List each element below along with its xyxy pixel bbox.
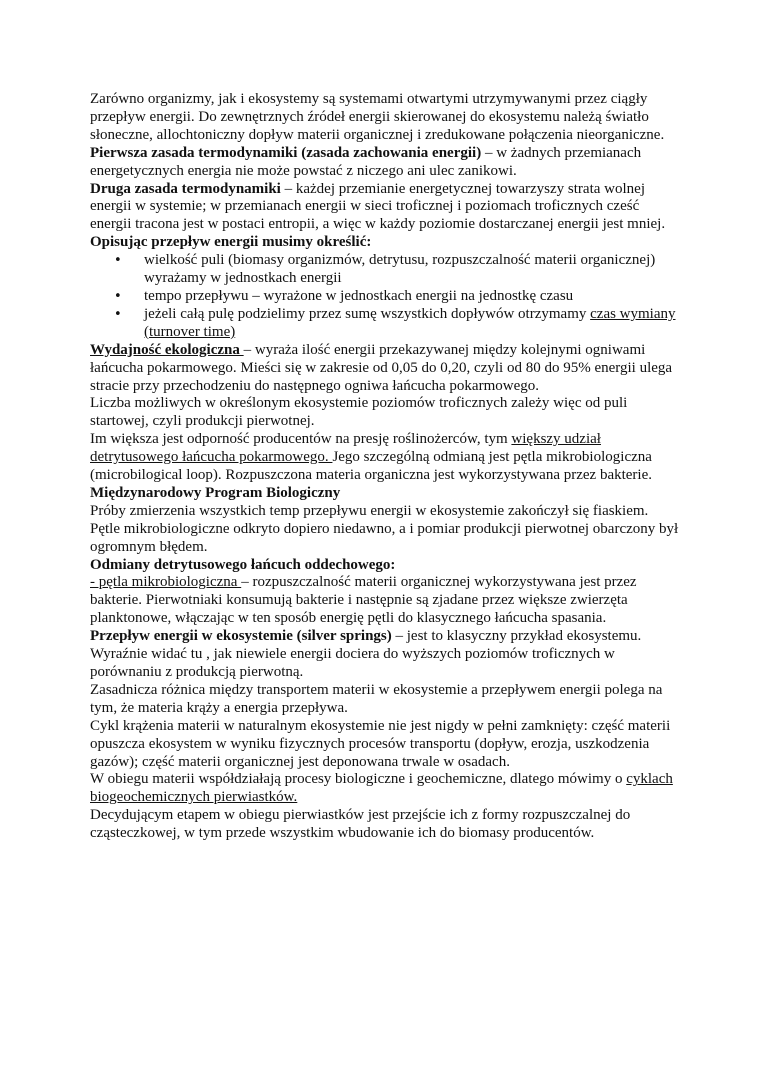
second-law-text: – każdej przemianie energetycznej towarzyszy strata wolnej energii w systemie; w przemianach energii w sieci troficznej i poziomach troficznych cześć energii tracona jest w postaci entropii, a więc w każdy poziomie dostarczanej energii jest mniej. (90, 180, 666, 233)
paragraph-intro (90, 91, 680, 145)
detritus-variants-heading (90, 557, 680, 575)
biogeochemical-cycles-underlined: cyklach biogeochemicznych pierwiastków. (90, 771, 673, 806)
list-item (144, 306, 680, 342)
paragraph-text: Zarówno organizmy, jak i ekosystemy są systemami otwartymi utrzymywanymi przez ciągły przepływ energii. Do zewnętrznych źródeł energii skierowanej do ekosystemu należą światło słoneczne, allochtoniczny dopływ materii organicznej i zredukowane połączenia nieorganiczne. (90, 91, 665, 143)
detritus-chain-underlined: większy udział detrytusowego łańcucha pokarmowego. (90, 431, 601, 466)
paragraph-text: Zasadnicza różnica między transportem materii w ekosystemie a przepływem energii polega na tym, że materia krąży a energia przepływa. (90, 681, 663, 716)
ecological-efficiency-text: – wyraża ilość energii przekazywanej między kolejnymi ogniwami łańcucha pokarmowego. Mieści się w zakresie od 0,05 do 0,20, czyli od 80 do 95% energii ulega stracie przy przechodzeniu do następnego ogniwa łańcucha pokarmowego. (90, 341, 673, 394)
paragraph-producers (90, 431, 680, 485)
paragraph-text: Cykl krążenia materii w naturalnym ekosystemie nie jest nigdy w pełni zamknięty: część materii opuszcza ekosystem w wyniku fizycznych procesów transportu (dopływ, erozja, uszkodzenia gazów); część materii organicznej jest deponowana trwale w osadach. (90, 717, 671, 770)
paragraph-decisive-stage (90, 807, 680, 843)
paragraph-ecological-efficiency (90, 342, 680, 396)
paragraph-first-law (90, 145, 680, 181)
paragraph-text: Liczba możliwych w określonym ekosystemie poziomów troficznych zależy więc od puli startowej, czyli produkcji pierwotnej. (90, 395, 628, 430)
paragraph-text: Próby zmierzenia wszystkich temp przepływu energii w ekosystemie zakończył się fiaskiem. Pętle mikrobiologiczne odkryto dopiero niedawno, a i pomiar produkcji pierwotnej obarczony był ogromnym błędem. (90, 502, 679, 555)
list-item (144, 288, 680, 306)
list-item-text: wielkość puli (biomasy organizmów, detrytusu, rozpuszczalność materii organicznej) wyrażamy w jednostkach energii (144, 252, 656, 287)
ibp-heading-text: Międzynarodowy Program Biologiczny (90, 484, 341, 501)
ibp-heading (90, 485, 680, 503)
paragraph-microbial-loop (90, 574, 680, 628)
energy-flow-heading-text: Opisując przepływ energii musimy określić: (90, 234, 372, 251)
energy-flow-heading (90, 234, 680, 252)
paragraph-silver-springs (90, 628, 680, 682)
microbial-loop-underlined: - pętla mikrobiologiczna (90, 574, 242, 591)
paragraph-trophic-levels (90, 395, 680, 431)
paragraph-text: Im większa jest odporność producentów na presję roślinożerców, tym (90, 431, 512, 448)
paragraph-ibp (90, 503, 680, 557)
paragraph-text: W obiegu materii współdziałają procesy biologiczne i geochemiczne, dlatego mówimy o (90, 771, 627, 788)
paragraph-biogeochemical (90, 771, 680, 807)
list-item-text: jeżeli całą pulę podzielimy przez sumę wszystkich dopływów otrzymamy (144, 305, 591, 322)
turnover-time-underlined: czas wymiany (turnover time) (144, 305, 676, 340)
list-item (144, 252, 680, 288)
paragraph-text: – rozpuszczalność materii organicznej wykorzystywana jest przez bakterie. Pierwotniaki konsumują bakterie i następnie są zjadane przez większe zwierzęta planktonowe, włączając w ten sposób energię pętli do klasycznego łańcucha spasania. (90, 574, 637, 627)
document-body (90, 91, 680, 843)
paragraph-matter-vs-energy (90, 682, 680, 718)
list-item-text: tempo przepływu – wyrażone w jednostkach energii na jednostkę czasu (144, 287, 574, 304)
silver-springs-heading: Przepływ energii w ekosystemie (silver springs) (90, 628, 392, 645)
paragraph-text: Decydującym etapem w obiegu pierwiastków jest przejście ich z formy rozpuszczalnej do cząsteczkowej, w tym przede wszystkim wbudowanie ich do biomasy producentów. (90, 807, 631, 842)
second-law-heading: Druga zasada termodynamiki (90, 180, 281, 197)
first-law-text: – w żadnych przemianach energetycznych energia nie może powstać z niczego ani ulec zanikowi. (90, 144, 642, 179)
ecological-efficiency-heading: Wydajność ekologiczna (90, 341, 244, 358)
paragraph-second-law (90, 181, 680, 235)
paragraph-text: – jest to klasyczny przykład ekosystemu. Wyraźnie widać tu , jak niewiele energii dociera do wyższych poziomów troficznych w porównaniu z produkcją pierwotną. (90, 628, 642, 680)
paragraph-text: Jego szczególną odmianą jest pętla mikrobiologiczna (microbilogical loop). Rozpuszczona materia organiczna jest wykorzystywana przez bakterie. (90, 449, 652, 484)
paragraph-matter-cycle (90, 718, 680, 772)
energy-flow-list (90, 252, 680, 342)
first-law-heading: Pierwsza zasada termodynamiki (zasada zachowania energii) (90, 144, 482, 161)
detritus-variants-heading-text: Odmiany detrytusowego łańcuch oddechowego: (90, 556, 396, 573)
